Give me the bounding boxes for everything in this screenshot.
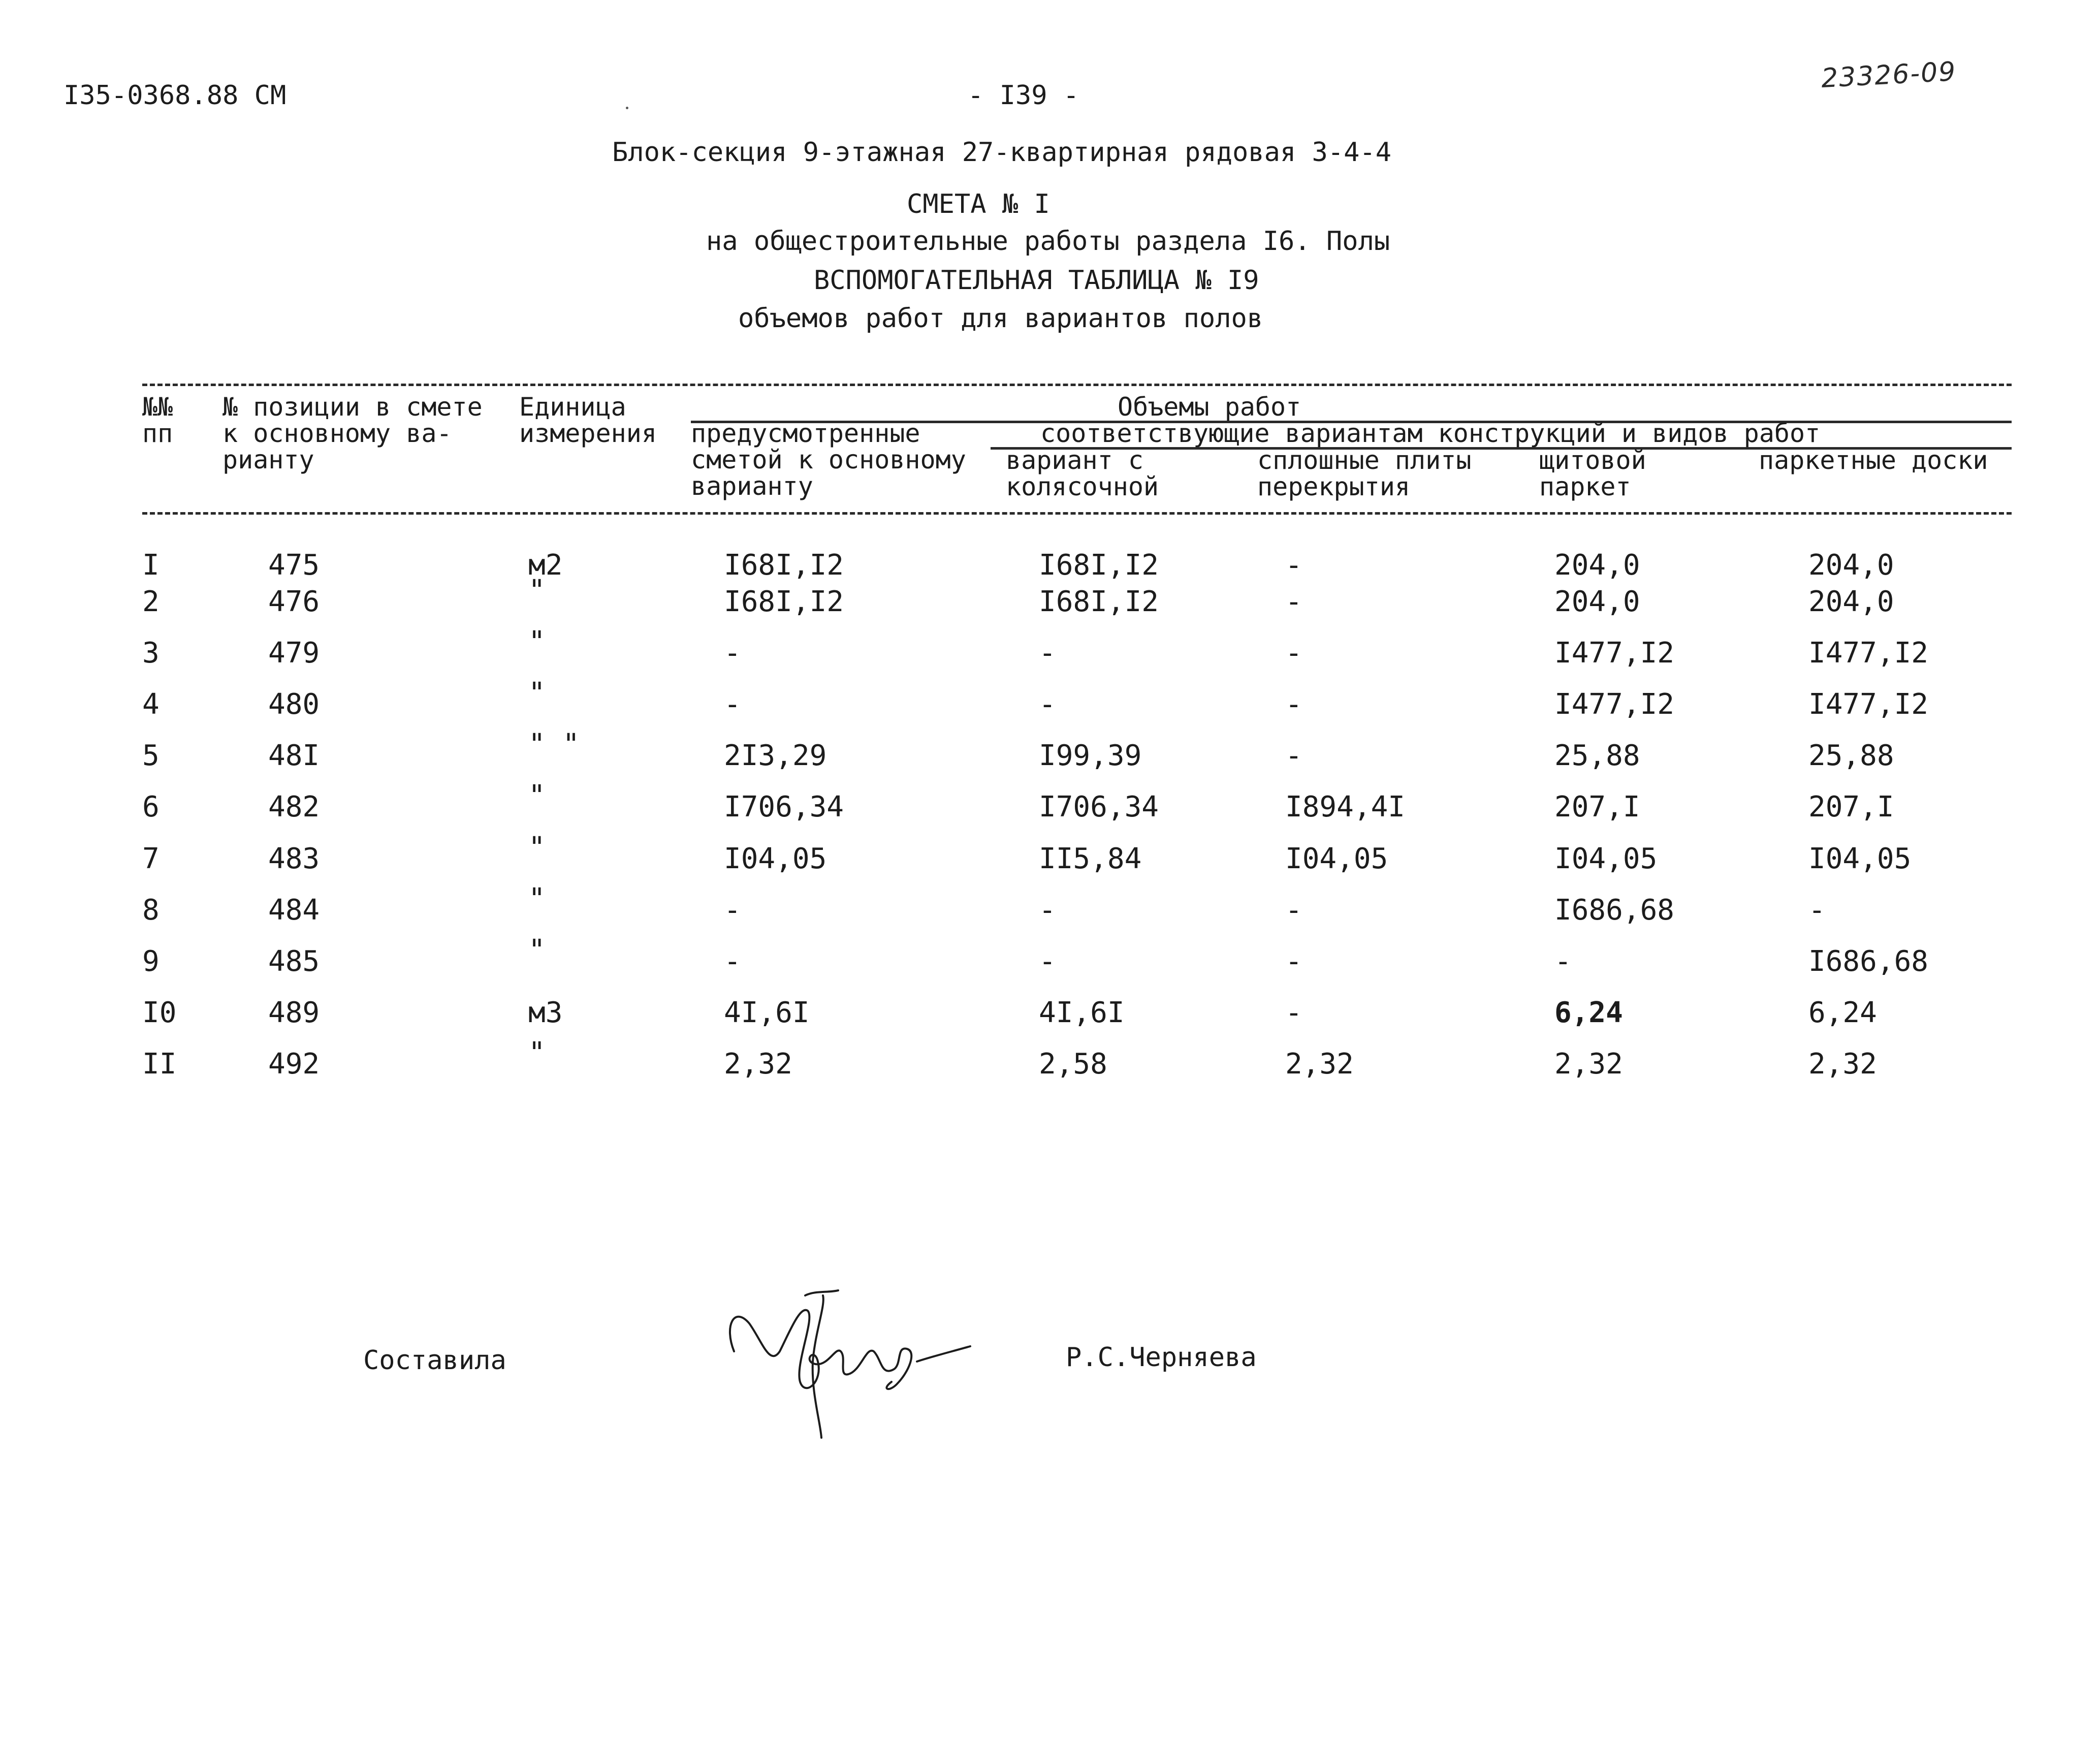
cell-row-num: 2: [142, 585, 160, 618]
header-num-line1: №№: [142, 392, 173, 422]
document-code: I35-0368.88 СМ: [63, 80, 287, 111]
cell-variant-parquet-boards: 204,0: [1808, 549, 1894, 582]
handwritten-signature: [714, 1275, 978, 1443]
cell-position: 476: [268, 585, 320, 618]
header-variant-panel-parquet-line2: паркет: [1539, 472, 1631, 501]
cell-position: 489: [268, 996, 320, 1029]
cell-variant-stroller: -: [1039, 637, 1056, 670]
cell-base-volume: 2I3,29: [724, 739, 827, 772]
compiled-by-label: Составила: [363, 1345, 506, 1376]
aux-table-title: ВСПОМОГАТЕЛЬНАЯ ТАБЛИЦА № I9: [814, 265, 1259, 296]
cell-variant-stroller: II5,84: [1039, 842, 1142, 875]
cell-variant-slabs: -: [1285, 549, 1302, 582]
cell-variant-parquet-boards: 25,88: [1808, 739, 1894, 772]
cell-variant-stroller: I706,34: [1039, 790, 1159, 824]
section-title: Блок-секция 9-этажная 27-квартирная рядовая 3-4-4: [612, 137, 1392, 168]
cell-variant-panel-parquet: 204,0: [1554, 585, 1640, 618]
header-num: [142, 394, 173, 447]
cell-variant-panel-parquet: -: [1554, 945, 1572, 978]
header-variant-parquet-boards: [1759, 447, 1988, 473]
header-variant-parquet-boards-line1: паркетные доски: [1759, 446, 1988, 475]
cell-variant-slabs: -: [1285, 945, 1302, 978]
cell-variant-parquet-boards: I477,I2: [1808, 688, 1929, 721]
header-bottom-rule: [142, 512, 2012, 515]
cell-row-num: II: [142, 1048, 177, 1081]
cell-position: 479: [268, 637, 320, 670]
cell-variant-panel-parquet: 2,32: [1554, 1048, 1623, 1081]
header-variant-stroller-line1: вариант с: [1006, 446, 1143, 475]
header-variant-panel-parquet-line1: щитовой: [1539, 446, 1646, 475]
cell-unit: ": [528, 882, 546, 915]
header-base-line2: сметой к основному: [691, 445, 966, 474]
cell-unit: ": [528, 1036, 546, 1069]
cell-base-volume: -: [724, 688, 741, 721]
header-variant-panel-parquet: [1539, 447, 1646, 500]
cell-unit: м3: [528, 996, 563, 1029]
cell-base-volume: 2,32: [724, 1048, 792, 1081]
header-position-line1: № позиции в смете: [222, 392, 483, 422]
cell-position: 480: [268, 688, 320, 721]
cell-variant-slabs: -: [1285, 585, 1302, 618]
cell-variant-parquet-boards: 207,I: [1808, 790, 1894, 824]
cell-position: 483: [268, 842, 320, 875]
cell-unit: ": [528, 779, 546, 812]
cell-variant-panel-parquet: 6,24: [1554, 996, 1623, 1029]
cell-base-volume: I68I,I2: [724, 549, 844, 582]
cell-position: 482: [268, 790, 320, 824]
header-base: [691, 420, 966, 499]
cell-unit: ": [528, 574, 546, 607]
cell-base-volume: 4I,6I: [724, 996, 810, 1029]
header-position-line3: рианту: [222, 445, 314, 474]
cell-unit: м2: [528, 549, 563, 582]
header-base-line1: предусмотренные: [691, 419, 920, 448]
cell-variant-slabs: -: [1285, 739, 1302, 772]
cell-variant-panel-parquet: 207,I: [1554, 790, 1640, 824]
header-variant-slabs-line2: перекрытия: [1257, 472, 1411, 501]
cell-variant-parquet-boards: 6,24: [1808, 996, 1877, 1029]
cell-variant-panel-parquet: I04,05: [1554, 842, 1658, 875]
header-unit-line1: Единица: [519, 392, 626, 422]
cell-unit: ": [528, 831, 546, 864]
cell-row-num: 5: [142, 739, 160, 772]
cell-row-num: 6: [142, 790, 160, 824]
header-variant-stroller-line2: колясочной: [1006, 472, 1159, 501]
cell-base-volume: -: [724, 894, 741, 927]
cell-variant-slabs: I04,05: [1285, 842, 1388, 875]
header-volumes: Объемы работ: [1118, 392, 1301, 422]
cell-variant-stroller: I68I,I2: [1039, 585, 1159, 618]
cell-position: 48I: [268, 739, 320, 772]
cell-variant-slabs: 2,32: [1285, 1048, 1354, 1081]
header-unit: [519, 394, 657, 447]
cell-variant-parquet-boards: I477,I2: [1808, 637, 1929, 670]
header-position: [222, 394, 483, 473]
cell-variant-stroller: I99,39: [1039, 739, 1142, 772]
cell-position: 485: [268, 945, 320, 978]
page-number: - I39 -: [968, 80, 1079, 111]
cell-base-volume: I706,34: [724, 790, 844, 824]
header-num-line2: пп: [142, 419, 173, 448]
archive-number: 23326-09: [1820, 56, 1957, 94]
stray-dot: [626, 107, 628, 109]
cell-variant-stroller: -: [1039, 688, 1056, 721]
cell-unit: " ": [528, 728, 580, 761]
cell-variant-stroller: -: [1039, 945, 1056, 978]
cell-unit: ": [528, 677, 546, 710]
header-variant-stroller: [1006, 447, 1159, 500]
cell-base-volume: I04,05: [724, 842, 827, 875]
cell-variant-slabs: I894,4I: [1285, 790, 1406, 824]
estimate-title: СМЕТА № I: [907, 189, 1050, 219]
cell-base-volume: -: [724, 637, 741, 670]
header-base-line3: варианту: [691, 471, 813, 501]
header-variant-slabs: [1257, 447, 1471, 500]
header-unit-line2: измерения: [519, 419, 657, 448]
cell-variant-panel-parquet: 25,88: [1554, 739, 1640, 772]
cell-variant-slabs: -: [1285, 894, 1302, 927]
cell-variant-parquet-boards: I686,68: [1808, 945, 1929, 978]
cell-variant-stroller: 4I,6I: [1039, 996, 1125, 1029]
cell-variant-parquet-boards: 2,32: [1808, 1048, 1877, 1081]
cell-row-num: 3: [142, 637, 160, 670]
aux-table-subtitle: объемов работ для вариантов полов: [738, 303, 1263, 334]
cell-base-volume: -: [724, 945, 741, 978]
cell-variant-parquet-boards: I04,05: [1808, 842, 1912, 875]
cell-variant-slabs: -: [1285, 637, 1302, 670]
cell-base-volume: I68I,I2: [724, 585, 844, 618]
cell-unit: ": [528, 625, 546, 658]
cell-variant-stroller: 2,58: [1039, 1048, 1107, 1081]
cell-position: 492: [268, 1048, 320, 1081]
header-variants: соответствующие вариантам конструкций и видов работ: [1040, 419, 1821, 448]
cell-variant-slabs: -: [1285, 996, 1302, 1029]
cell-variant-parquet-boards: -: [1808, 894, 1826, 927]
cell-row-num: 9: [142, 945, 160, 978]
cell-row-num: 4: [142, 688, 160, 721]
header-position-line2: к основному ва-: [222, 419, 452, 448]
cell-variant-slabs: -: [1285, 688, 1302, 721]
estimate-subtitle: на общестроительные работы раздела I6. Полы: [706, 226, 1390, 257]
header-variant-slabs-line1: сплошные плиты: [1257, 446, 1472, 475]
cell-row-num: 7: [142, 842, 160, 875]
cell-unit: ": [528, 934, 546, 967]
compiler-name: Р.С.Черняева: [1066, 1342, 1257, 1373]
table-top-rule: [142, 384, 2012, 386]
cell-variant-stroller: -: [1039, 894, 1056, 927]
cell-position: 475: [268, 549, 320, 582]
cell-row-num: I: [142, 549, 160, 582]
cell-variant-panel-parquet: I477,I2: [1554, 637, 1675, 670]
cell-variant-stroller: I68I,I2: [1039, 549, 1159, 582]
cell-variant-panel-parquet: I477,I2: [1554, 688, 1675, 721]
cell-row-num: 8: [142, 894, 160, 927]
cell-variant-panel-parquet: 204,0: [1554, 549, 1640, 582]
cell-row-num: I0: [142, 996, 177, 1029]
cell-position: 484: [268, 894, 320, 927]
cell-variant-parquet-boards: 204,0: [1808, 585, 1894, 618]
cell-variant-panel-parquet: I686,68: [1554, 894, 1675, 927]
